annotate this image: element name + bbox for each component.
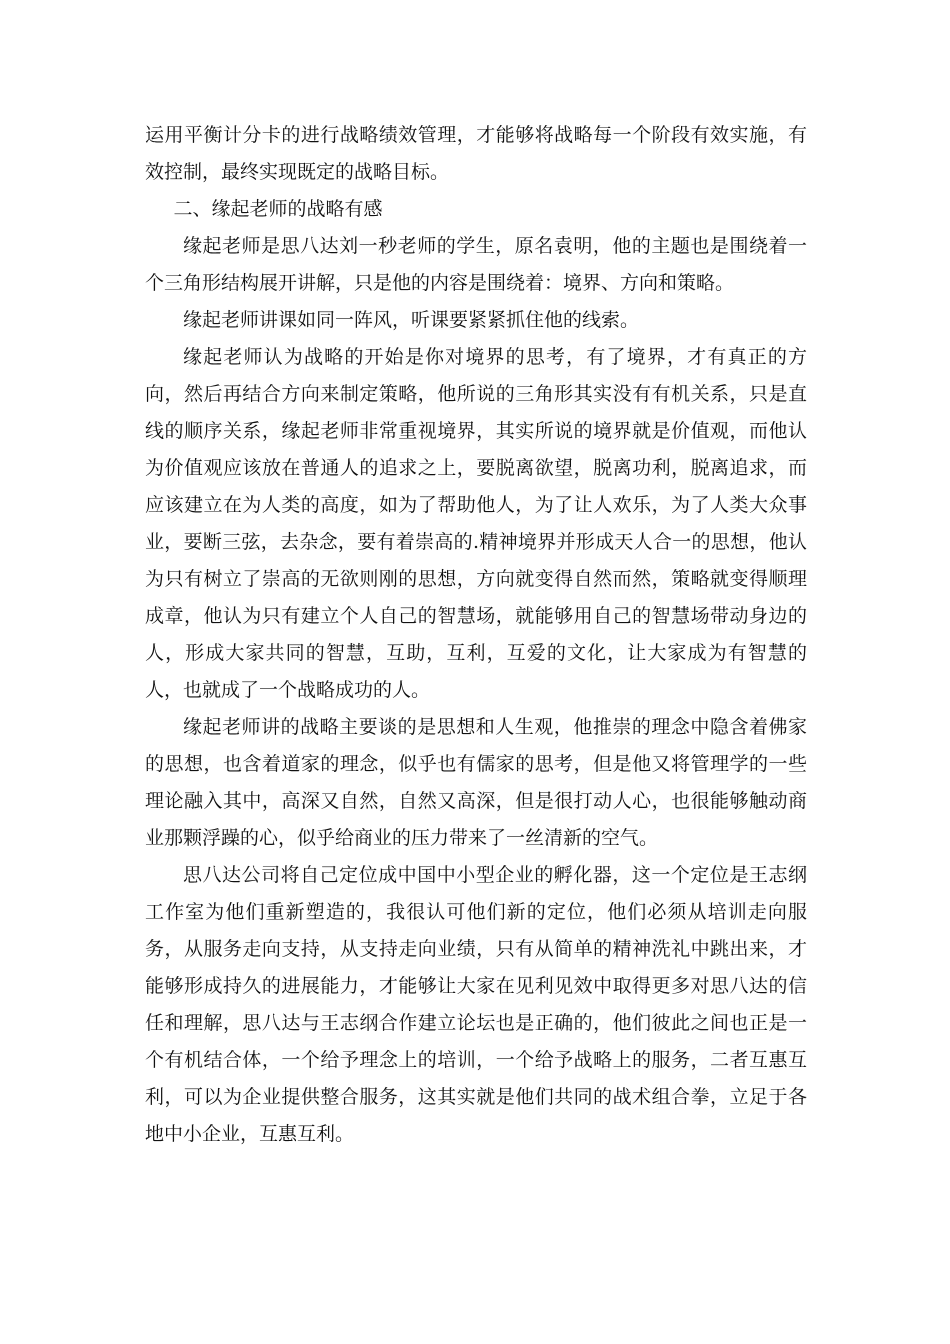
- paragraph: 缘起老师讲课如同一阵风，听课要紧紧抓住他的线索。: [183, 309, 640, 331]
- paragraph: 缘起老师讲的战略主要谈的是思想和人生观，他推崇的理念中隐含着佛家的思想，也含着道家的理念，似乎也有儒家的思考，但是他又将管理学的一些理论融入其中，高深又自然，自然又高深，但是很打动人心，也很能够触动商业那颗浮躁的心，似乎给商业的压力带来了一丝清新的空气。: [145, 716, 807, 849]
- paragraph: 缘起老师认为战略的开始是你对境界的思考，有了境界，才有真正的方向，然后再结合方向来制定策略，他所说的三角形其实没有有机关系，只是直线的顺序关系，缘起老师非常重视境界，其实所说的境界就是价值观，而他认为价值观应该放在普通人的追求之上，要脱离欲望，脱离功利，脱离追求，而应该建立在为人类的高度，如为了帮助他人，为了让人欢乐，为了人类大众事业，要断三弦，去杂念，要有着崇高的.精神境界并形成天人合一的思想，他认为只有树立了崇高的无欲则刚的思想，方向就变得自然而然，策略就变得顺理成章，他认为只有建立个人自己的智慧场，就能够用自己的智慧场带动身边的人，形成大家共同的智慧，互助，互利，互爱的文化，让大家成为有智慧的人，也就成了一个战略成功的人。: [145, 346, 807, 701]
- document-body: [145, 117, 807, 1153]
- paragraph: 思八达公司将自己定位成中国中小型企业的孵化器，这一个定位是王志纲工作室为他们重新塑造的，我很认可他们新的定位，他们必须从培训走向服务，从服务走向支持，从支持走向业绩，只有从简单的精神洗礼中跳出来，才能够形成持久的进展能力，才能够让大家在见利见效中取得更多对思八达的信任和理解，思八达与王志纲合作建立论坛也是正确的，他们彼此之间也正是一个有机结合体，一个给予理念上的培训，一个给予战略上的服务，二者互惠互利，可以为企业提供整合服务，这其实就是他们共同的战术组合拳，立足于各地中小企业，互惠互利。: [145, 864, 807, 1145]
- section-heading: 二、缘起老师的战略有感: [173, 198, 383, 220]
- paragraph-continuation: 运用平衡计分卡的进行战略绩效管理，才能够将战略每一个阶段有效实施，有效控制，最终实现既定的战略目标。: [145, 124, 807, 183]
- paragraph: 缘起老师是思八达刘一秒老师的学生，原名袁明，他的主题也是围绕着一个三角形结构展开讲解，只是他的内容是围绕着：境界、方向和策略。: [145, 235, 807, 294]
